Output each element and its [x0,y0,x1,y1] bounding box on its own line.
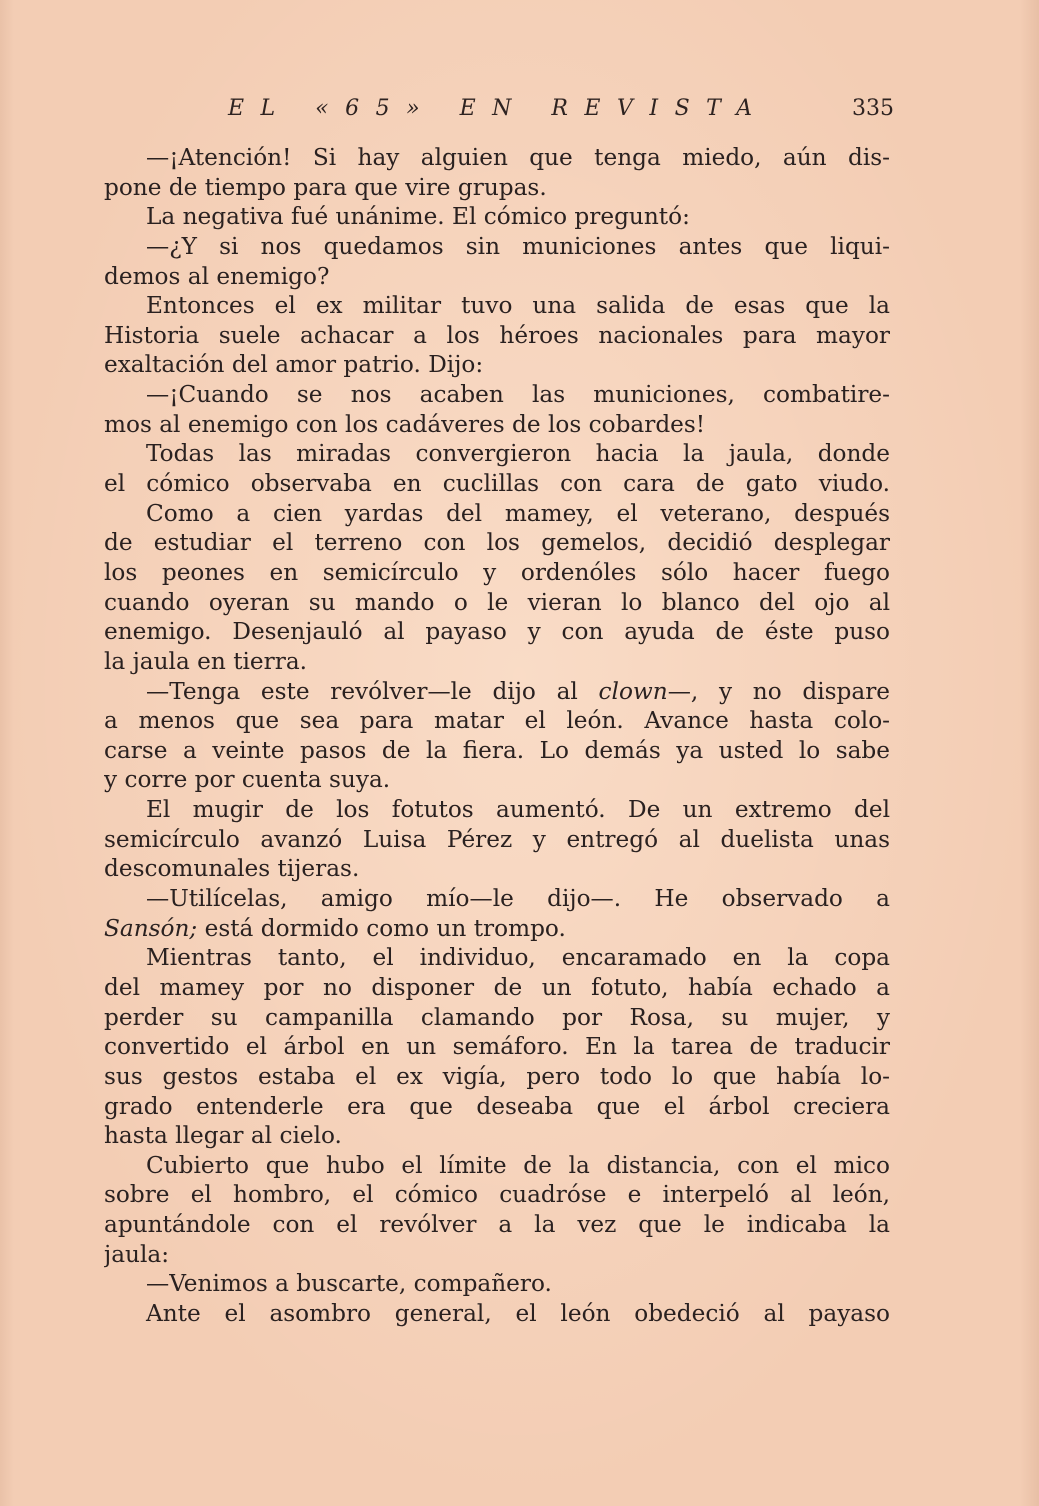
text-line: Historia suele achacar a los héroes nacionales para mayor [104,321,890,349]
text-line: pone de tiempo para que vire grupas. [104,173,547,201]
text-line: carse a veinte pasos de la fiera. Lo demás ya usted lo sabe [104,736,890,764]
text-line: enemigo. Desenjauló al payaso y con ayuda de éste puso [104,618,890,646]
italic-word: Sansón; [104,914,198,942]
text-line: descomunales tijeras. [104,855,360,883]
text-line: grado entenderle era que deseaba que el árbol creciera [104,1092,890,1120]
text-line: Ante el asombro general, el león obedeció al payaso [146,1299,890,1327]
text-line: demos al enemigo? [104,262,330,290]
text-line: los peones en semicírculo y ordenóles sólo hacer fuego [104,558,890,586]
text-line: apuntándole con el revólver a la vez que le indicaba la [104,1211,890,1239]
page-number: 335 [852,96,894,121]
text-line: la jaula en tierra. [104,647,308,675]
page-header [228,92,894,126]
text-line: el cómico observaba en cuclillas con cara de gato viudo. [104,470,890,498]
text-line: —Tenga este revólver—le dijo al clown—, y no dispare [146,677,890,705]
text-line: —¿Y si nos quedamos sin municiones antes que liqui- [146,232,890,260]
text-line: —¡Atención! Si hay alguien que tenga miedo, aún dis- [146,144,890,171]
italic-word: clown [598,677,668,705]
text-line: Todas las miradas convergieron hacia la jaula, donde [146,440,890,468]
text-line: sus gestos estaba el ex vigía, pero todo lo que había lo- [104,1062,890,1090]
text-line: —Utilícelas, amigo mío—le dijo—. He observado a [146,885,890,913]
text-line: y corre por cuenta suya. [104,766,391,794]
text-line: semicírculo avanzó Luisa Pérez y entregó al duelista unas [104,825,890,853]
text-line: jaula: [104,1240,169,1268]
text-line: mos al enemigo con los cadáveres de los cobardes! [104,410,706,438]
text-line: de estudiar el terreno con los gemelos, decidió desplegar [104,529,890,557]
text-line: Entonces el ex militar tuvo una salida de esas que la [146,292,890,320]
text-line: cuando oyeran su mando o le vieran lo blanco del ojo al [104,588,890,616]
text-line: del mamey por no disponer de un fotuto, había echado a [104,973,890,1001]
text-line: convertido el árbol en un semáforo. En la tarea de traducir [104,1033,890,1061]
text-line: perder su campanilla clamando por Rosa, su mujer, y [104,1003,890,1031]
text-line: Sansón; está dormido como un trompo. [104,914,566,942]
text-line: a menos que sea para matar el león. Avance hasta colo- [104,707,890,735]
text-line: Como a cien yardas del mamey, el veterano, después [146,499,890,527]
running-title: EL «65» EN REVISTA [228,96,769,121]
text-line: exaltación del amor patrio. Dijo: [104,351,484,379]
text-line: sobre el hombro, el cómico cuadróse e interpeló al león, [104,1181,890,1209]
text-line: Mientras tanto, el individuo, encaramado en la copa [146,944,890,972]
body-text [104,143,890,1329]
text-line: El mugir de los fotutos aumentó. De un extremo del [146,796,890,824]
text-line: hasta llegar al cielo. [104,1122,342,1150]
text-line: —Venimos a buscarte, compañero. [146,1270,552,1298]
text-line: —¡Cuando se nos acaben las municiones, combatire- [146,381,890,409]
text-line: Cubierto que hubo el límite de la distancia, con el mico [146,1151,890,1179]
text-line: La negativa fué unánime. El cómico preguntó: [146,203,690,231]
